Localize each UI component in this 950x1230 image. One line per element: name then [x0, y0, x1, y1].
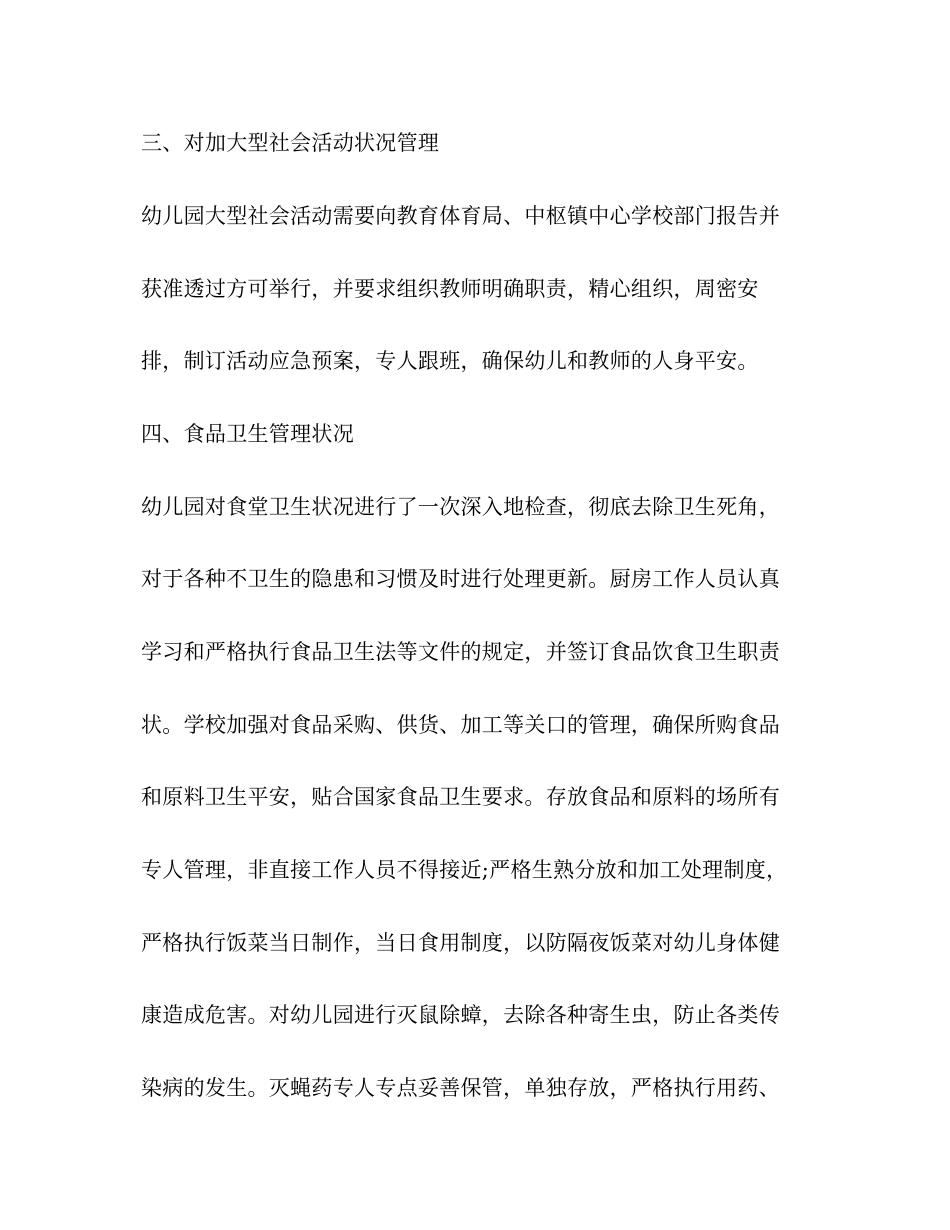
paragraph-line: 幼儿园大型社会活动需要向教育体育局、中枢镇中心学校部门报告并: [141, 204, 780, 228]
paragraph-line: 专人管理，非直接工作人员不得接近;严格生熟分放和加工处理制度，: [141, 858, 788, 882]
paragraph-line: 排，制订活动应急预案，专人跟班，确保幼儿和教师的人身平安。: [141, 349, 759, 373]
section-3-heading: 三、对加大型社会活动状况管理: [141, 131, 440, 155]
section-4-heading: 四、食品卫生管理状况: [141, 422, 354, 446]
paragraph-line: 和原料卫生平安，贴合国家食品卫生要求。存放食品和原料的场所有: [141, 785, 780, 809]
paragraph-line: 对于各种不卫生的隐患和习惯及时进行处理更新。厨房工作人员认真: [141, 567, 780, 591]
paragraph-line: 康造成危害。对幼儿园进行灭鼠除蟑，去除各种寄生虫，防止各类传: [141, 1003, 780, 1027]
paragraph-line: 幼儿园对食堂卫生状况进行了一次深入地检查，彻底去除卫生死角，: [141, 495, 780, 519]
paragraph-line: 染病的发生。灭蝇药专人专点妥善保管，单独存放，严格执行用药、: [141, 1076, 780, 1100]
paragraph-line: 学习和严格执行食品卫生法等文件的规定，并签订食品饮食卫生职责: [141, 640, 780, 664]
paragraph-line: 严格执行饭菜当日制作，当日食用制度，以防隔夜饭菜对幼儿身体健: [141, 931, 780, 955]
paragraph-line: 状。学校加强对食品采购、供货、加工等关口的管理，确保所购食品: [141, 713, 780, 737]
paragraph-line: 获准透过方可举行，并要求组织教师明确职责，精心组织，周密安: [141, 277, 759, 301]
